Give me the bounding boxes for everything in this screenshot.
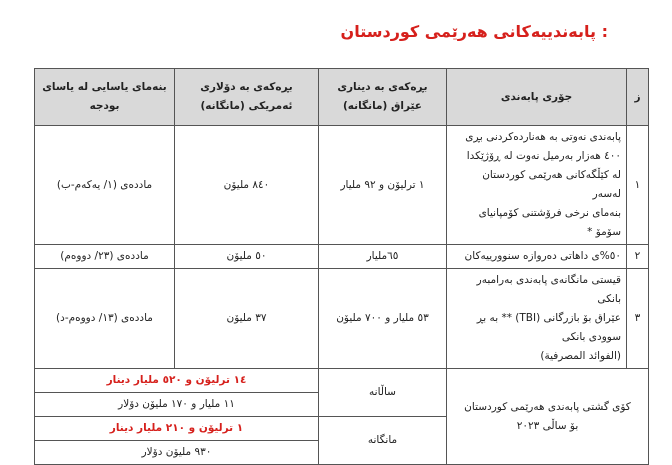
- header-num: ز: [627, 69, 649, 126]
- row-legal: ماددەی (١٣/ دووەم-د): [35, 269, 175, 369]
- row-legal: ماددەی (١/ یەکەم-ب): [35, 126, 175, 245]
- page-title: : پابەندییەکانی هەرێمی کوردستان: [340, 22, 608, 41]
- summary-label: کۆی گشتی پابەندی هەرێمی کوردستان بۆ ساڵی ٢٠٢٣: [447, 369, 649, 465]
- table-header-row: [35, 69, 649, 126]
- summary-yearly-iqd: ١٤ ترلیۆن و ٥٢٠ ملیار دینار: [35, 369, 319, 393]
- row-type: پابەندی نەوتی بە هەناردەکردنی بڕی ٤٠٠ هەزار بەرمیل نەوت لە ڕۆژێکدا لە کێڵگەکانی هەرێمی کوردستان لەسەر بنەمای نرخی فرۆشتنی کۆمپانیای سۆمۆ *: [447, 126, 627, 245]
- table-row: [35, 269, 649, 369]
- row-usd: ٣٧ ملیۆن: [175, 269, 319, 369]
- row-iqd: ٥٣ ملیار و ٧٠٠ ملیۆن: [319, 269, 447, 369]
- summary-yearly-iqd-row: [35, 369, 649, 393]
- row-usd: ٨٤٠ ملیۆن: [175, 126, 319, 245]
- table-row: [35, 126, 649, 245]
- summary-monthly-label: مانگانە: [319, 417, 447, 465]
- row-type: قیستی مانگانەی پابەندی بەرامبەر بانکی عێراق بۆ بازرگانی (TBI) ** بە بڕ سوودی بانکی (الفوائد المصرفیة): [447, 269, 627, 369]
- header-usd: بڕەکەی بە دۆلاری ئەمریکی (مانگانە): [175, 69, 319, 126]
- summary-monthly-usd: ٩٣٠ ملیۆن دۆلار: [35, 441, 319, 465]
- row-num: ٢: [627, 245, 649, 269]
- header-iqd: بڕەکەی بە دیناری عێراق (مانگانە): [319, 69, 447, 126]
- header-legal: بنەمای یاسایی لە یاسای بودجە: [35, 69, 175, 126]
- row-legal: ماددەی (٢٣/ دووەم): [35, 245, 175, 269]
- summary-monthly-iqd: ١ ترلیۆن و ٢١٠ ملیار دینار: [35, 417, 319, 441]
- row-type: ٥٠%ی داهاتی دەروازە سنوورییەکان: [447, 245, 627, 269]
- table-row: [35, 245, 649, 269]
- row-num: ١: [627, 126, 649, 245]
- row-usd: ٥٠ ملیۆن: [175, 245, 319, 269]
- summary-yearly-label: ساڵانە: [319, 369, 447, 417]
- header-type: جۆری پابەندی: [447, 69, 627, 126]
- summary-yearly-usd: ١١ ملیار و ١٧٠ ملیۆن دۆلار: [35, 393, 319, 417]
- row-iqd: ١ ترلیۆن و ٩٢ ملیار: [319, 126, 447, 245]
- obligations-table: [34, 68, 649, 465]
- row-num: ٣: [627, 269, 649, 369]
- row-iqd: ٦٥ملیار: [319, 245, 447, 269]
